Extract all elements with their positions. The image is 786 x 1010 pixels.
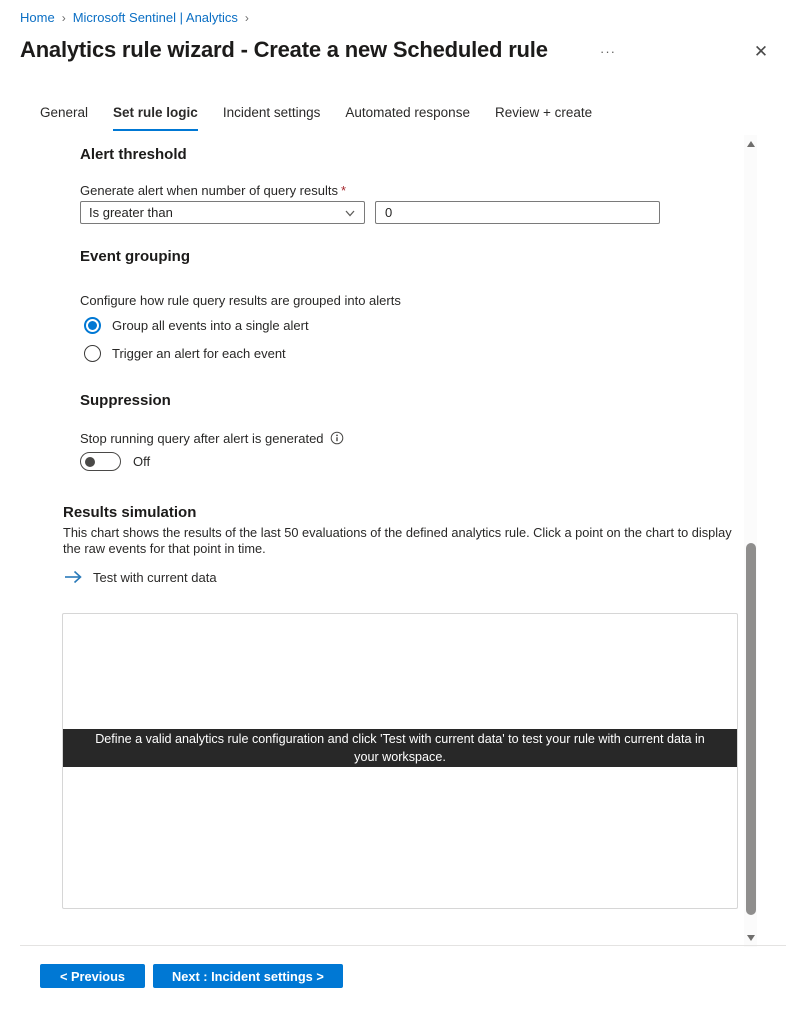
scroll-up-arrow-icon[interactable] [747,141,755,147]
next-incident-settings-button[interactable]: Next : Incident settings > [153,964,343,988]
radio-group-single-alert[interactable] [84,317,309,334]
close-icon[interactable]: ✕ [753,42,769,61]
previous-button[interactable]: < Previous [40,964,145,988]
info-icon[interactable] [330,431,344,448]
breadcrumb-chevron-icon: › [61,10,66,25]
suppression-label [80,431,344,448]
breadcrumb-link-sentinel-analytics[interactable]: Microsoft Sentinel | Analytics [72,10,238,25]
footer-divider [20,945,786,946]
tab-set-rule-logic[interactable]: Set rule logic [113,105,198,131]
arrow-right-icon [64,569,83,585]
suppression-heading: Suppression [80,392,171,409]
scrollbar[interactable] [744,135,757,947]
tab-review-create[interactable]: Review + create [494,105,593,120]
radio-unselected-icon[interactable] [84,345,101,362]
alert-threshold-heading: Alert threshold [80,146,187,163]
breadcrumb-chevron-icon: › [244,10,249,25]
more-options-icon[interactable]: ··· [600,44,616,59]
radio-label-each-event: Trigger an alert for each event [112,346,286,361]
tab-automated-response[interactable]: Automated response [345,105,470,120]
tab-general[interactable]: General [40,105,89,120]
results-simulation-description: This chart shows the results of the last 50 evaluations of the defined analytics rule. Click a point on the chart to display the raw events for that point in time. [63,525,732,556]
chart-placeholder-banner: Define a valid analytics rule configuration and click 'Test with current data' to test your rule with current data in your workspace. [63,729,737,767]
chevron-down-icon [344,207,356,219]
test-link-label: Test with current data [93,569,217,585]
suppression-toggle-row [80,452,150,471]
operator-dropdown[interactable] [80,201,365,224]
tab-incident-settings[interactable]: Incident settings [222,105,321,120]
results-simulation-heading: Results simulation [63,504,197,521]
required-asterisk: * [340,183,347,198]
breadcrumb [20,10,249,25]
event-grouping-heading: Event grouping [80,248,190,265]
results-simulation-chart[interactable] [62,613,738,909]
radio-label-single-alert: Group all events into a single alert [112,318,309,333]
footer-buttons [40,964,343,988]
scroll-down-arrow-icon[interactable] [747,935,755,941]
toggle-state-label: Off [133,454,151,469]
alert-threshold-label-text: Generate alert when number of query results [80,183,338,198]
suppression-toggle[interactable] [80,452,121,471]
alert-threshold-label [80,183,346,198]
breadcrumb-link-home[interactable]: Home [20,10,55,25]
page-title: Analytics rule wizard - Create a new Scheduled rule [20,37,548,62]
operator-dropdown-value: Is greater than [89,205,173,220]
toggle-knob [85,457,95,467]
radio-trigger-each-event[interactable] [84,345,286,362]
radio-selected-icon[interactable] [84,317,101,334]
suppression-label-text: Stop running query after alert is generated [80,431,324,446]
wizard-tabs [40,105,592,131]
event-grouping-description: Configure how rule query results are grouped into alerts [80,293,401,308]
test-with-current-data-link[interactable] [64,569,217,585]
threshold-value-input[interactable] [375,201,660,224]
radio-dot [88,321,97,330]
scrollbar-thumb[interactable] [746,543,756,915]
scroll-content [0,135,744,945]
